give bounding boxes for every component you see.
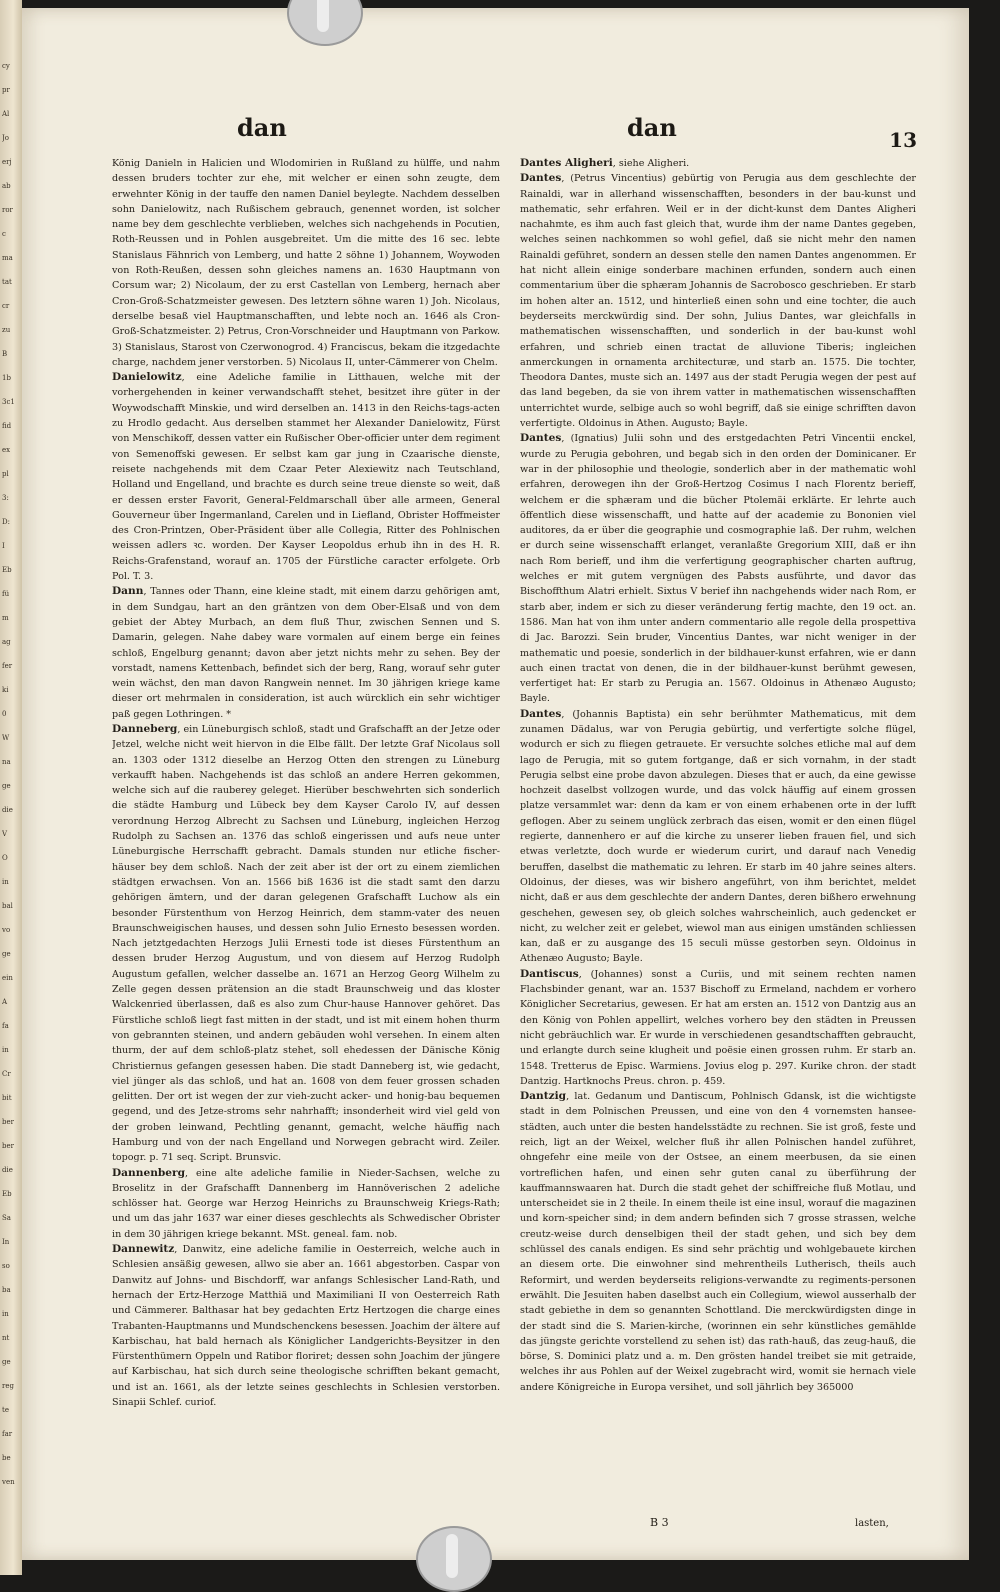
entry-text: , (Petrus Vincentius) gebürtig von Perugia aus dem geschlechte der Rainaldi, war in allerhand wissenschafften, besonders in der bau-kunst und mathematic, sehr erfahren. Weil er in der dicht-kunst dem Dantes Aligheri nachahmte, es ihm auch fast gleich that, wurde ihm der name Dantes gegeben, welches seinen nachkommen so wohl gefiel, daß sie nicht mehr den namen Rainaldi geführet, sondern an dessen stelle den namen Dantes angenommen. Er hat nicht allein einige sonderbare machinen erfunden, sondern auch einen commentarium über die sphæram Johannis de Sacrobosco geschrieben. Er starb im hohen alter an. 1512, und hinterließ einen sohn und eine tochter, die auch beyderseits merckwürdig sind. Der sohn, Julius Dantes, war gleichfalls in mathematischen wissenschafften, und sonderlich in der bau-kunst wohl erfahren, und schrieb einen tractat de alluvione Tiberis; ingleichen anmerckungen in ornamenta architecturæ, und starb an. 1575. Die tochter, Theodora Dantes, muste sich an. 1497 aus der stadt Perugia wegen der pest auf das land begeben, da sie von ihrem vatter in mathematischen wissenschafften unterrichtet wurde, selbige auch so wohl begriff, daß sie einige schrifften davon verfertigte. Oldoinus in Athen. Augusto; Bayle.: [520, 173, 916, 430]
adjacent-page-fragment: nt: [2, 1334, 10, 1342]
right-column: [520, 156, 916, 1551]
adjacent-page-fragment: ge: [2, 950, 11, 958]
adjacent-page-fragment: ber: [2, 1118, 14, 1126]
adjacent-page-fragment: cy: [2, 62, 10, 70]
adjacent-page-fragment: in: [2, 1310, 9, 1318]
entry-text: , siehe Aligheri.: [612, 158, 690, 169]
dictionary-entry: [520, 431, 916, 706]
adjacent-page-fragment: Eb: [2, 1190, 12, 1198]
entry-headword: Dantzig: [520, 1090, 567, 1103]
adjacent-page-fragment: Al: [2, 110, 10, 118]
adjacent-page-fragment: be: [2, 1454, 11, 1462]
adjacent-page-fragment: fü: [2, 590, 10, 598]
adjacent-page-fragment: ein: [2, 974, 13, 982]
adjacent-page-fragment: V: [2, 830, 8, 838]
adjacent-page-fragment: Jo: [2, 134, 10, 142]
entry-text: , ein Lüneburgisch schloß, stadt und Grafschafft an der Jetze oder Jetzel, welche nicht weit hiervon in die Elbe fällt. Der letzte Graf Nicolaus soll an. 1303 oder 1312 dieselbe an Herzog Otten den strengen zu Lüneburg verkaufft haben. Nachgehends ist das schloß an andere Herren gekommen, welche sich auf die rauberey geleget. Hierüber beschwehrten sich sonderlich die städte Hamburg und Lübeck bey dem Kayser Carolo IV, auf dessen verordnung Herzog Albrecht zu Sachsen und Lüneburg, ingleichen Herzog Rudolph zu Sachsen an. 1376 das schloß eingerissen und aufs neue unter Lüneburgische Herrschafft gebracht. Damals stunden nur etliche fischer-häuser bey dem schloß. Nach der zeit aber ist der ort zu einem ziemlichen städtgen erwachsen. Von an. 1566 biß 1636 ist die stadt samt den darzu gehörigen ämtern, und der daran gelegenen Grafschafft Luchow als ein besonder Fürstenthum von Herzog Heinrich, dem stamm-vater des neuen Braunschweigischen hauses, und dessen sohn Julio Ernesto besessen worden. Nach jetztgedachten Herzogs Julii Ernesti tode ist dieses Fürstenthum an dessen bruder Herzog Augustum, und von diesem auf Herzog Rudolph Augustum gefallen, welcher dasselbe an. 1671 an Herzog Georg Wilhelm zu Zelle gegen dessen prätension an die stadt Braunschweig und das kloster Walckenried überlassen, daß es also zum Chur-hause Hannover gehöret. Das Fürstliche schloß liegt fast mitten in der stadt, und ist mit einem hohen thurm von gebrannten steinen, und andern gebäuden wohl versehen. In einem alten thurm, der auf dem schloß-platz stehet, soll ehedessen der Dänische König Christiernus gefangen gesessen haben. Die stadt Danneberg ist, wie gedacht, viel jünger als das schloß, und hat an. 1608 von dem feuer grossen schaden gelitten. Der ort ist wegen der zur vieh-zucht acker- und honig-bau bequemen gegend, und des Jetze-stroms sehr nahrhafft; insonderheit wird viel geld von der groben leinwand, Pechtling genannt, gemacht, welche häuffig nach Hamburg und von der nach Engelland und Norwegen gebracht wird. Zeiler. topogr. p. 71 seq. Script. Brunsvic.: [112, 723, 500, 1164]
entry-headword: Dantes: [520, 707, 562, 720]
dictionary-entry: [520, 1089, 916, 1395]
adjacent-page-fragment: Eb: [2, 566, 12, 574]
entry-headword: Dantes: [520, 172, 562, 185]
dictionary-entry: [520, 707, 916, 967]
book-page: [22, 8, 969, 1560]
adjacent-page-fragment: ge: [2, 1358, 11, 1366]
adjacent-page-fragment: zu: [2, 326, 11, 334]
adjacent-page-fragment: ab: [2, 182, 11, 190]
adjacent-page-fragment: ki: [2, 686, 9, 694]
entry-text: König Danieln in Halicien und Wlodomirien in Rußland zu hülffe, und nahm dessen bruders tochter zur ehe, mit welcher er einen sohn zeugte, dem erwehnter König in der tauffe den namen Daniel beylegte. Nachdem desselben sohn Danielowitz, nach Rußischem gebrauch, genennet worden, ist solcher name bey dem geschlechte verblieben, welches sich nachgehends in Pocutien, Roth-Reussen und in Pohlen ausgebreitet. Um die mitte des 16 sec. lebte Stanislaus Fähnrich von Lemberg, und hatte 2 söhne 1) Johannem, Woywoden von Roth-Reußen, dessen sohn gleiches namens an. 1630 Hauptmann von Corsum war; 2) Nicolaum, der zu erst Castellan von Lemberg, hernach aber Cron-Groß-Schatzmeister gewesen. Des letztern söhne waren 1) Joh. Nicolaus, derselbe besaß viel Hauptmanschafften, und lebte noch an. 1646 als Cron-Groß-Schatzmeister. 2) Petrus, Cron-Vorschneider und Hauptmann von Parkow. 3) Stanislaus, Starost von Czerwonogrod. 4) Franciscus, bekam die itzgedachte charge, nachdem jener verstorben. 5) Nicolaus II, unter-Cämmerer von Chelm.: [112, 158, 500, 368]
dictionary-entry: [112, 1166, 500, 1242]
entry-headword: Dann: [112, 585, 144, 598]
adjacent-page-fragment: cr: [2, 302, 10, 310]
adjacent-page-fragment: tat: [2, 278, 12, 286]
dictionary-entry: [112, 156, 500, 370]
dictionary-entry: [520, 156, 916, 171]
adjacent-page-fragment: Cr: [2, 1070, 11, 1078]
adjacent-page-fragment: in: [2, 878, 9, 886]
entry-text: , eine Adeliche familie in Litthauen, welche mit der vorhergehenden in keiner verwandschafft stehet, besitzet ihre güter in der Woywodschafft Minskie, und wird derselben an. 1413 in den Reichs-tags-acten zu Hrodlo gedacht. Aus derselben stammet her Alexander Danielowitz, Fürst von Menschikoff, dessen vatter ein Rußischer Ober-officier unter dem regiment von Semenoffski gewesen. Er selbst kam gar jung in Czaarische dienste, reisete nachgehends mit dem Czaar Peter Alexiewitz nach Teutschland, Holland und Engelland, und brachte es durch seine treue dienste so weit, daß er dessen erster Favorit, General-Feldmarschall über alle armeen, General Gouverneur über Ingermanland, Carelen und in Liefland, Obrister Hoffmeister des Cron-Printzen, Ober-Präsident über alle Collegia, Ritter des Pohlnischen weissen adlers ꝛc. worden. Der Kayser Leopoldus erhub ihn in des H. R. Reichs-Grafenstand, worauf an. 1705 der Fürstliche caracter erfolgete. Orb Pol. T. 3.: [112, 372, 500, 583]
adjacent-page-fragment: ror: [2, 206, 13, 214]
adjacent-page-fragment: Sa: [2, 1214, 11, 1222]
adjacent-page-fragment: c: [2, 230, 6, 238]
adjacent-page-fragment: B: [2, 350, 8, 358]
entry-headword: Danneberg: [112, 722, 178, 735]
dictionary-entry: [112, 722, 500, 1166]
adjacent-page-fragment: ge: [2, 782, 11, 790]
adjacent-page-fragment: fer: [2, 662, 13, 670]
adjacent-page-fragment: D:: [2, 518, 10, 526]
adjacent-page-fragment: ven: [2, 1478, 15, 1486]
dictionary-entry: [112, 370, 500, 584]
adjacent-page-fragment: bit: [2, 1094, 12, 1102]
adjacent-page-fragment: In: [2, 1238, 10, 1246]
right-running-head: dan: [627, 113, 677, 142]
dictionary-entry: [112, 1242, 500, 1410]
dictionary-entry: [520, 967, 916, 1089]
adjacent-page-fragment: ag: [2, 638, 11, 646]
page-number: 13: [889, 128, 917, 152]
page-clip-top: [287, 0, 363, 46]
adjacent-page-fragment: 3c1: [2, 398, 15, 406]
adjacent-page-fragment: vo: [2, 926, 11, 934]
entry-headword: Danielowitz: [112, 371, 182, 384]
adjacent-page-fragment: te: [2, 1406, 9, 1414]
entry-headword: Dannewitz: [112, 1243, 175, 1256]
dictionary-entry: [112, 584, 500, 722]
entry-headword: Dantes: [520, 432, 562, 445]
entry-text: , eine alte adeliche familie in Nieder-Sachsen, welche zu Broselitz in der Grafschafft Dannenberg im Hannöverischen 2 adeliche schlösser hat. George war Herzog Heinrichs zu Braunschweig Kriegs-Rath; und um das jahr 1637 war einer dieses geschlechts als Schwedischer Obrister in dem 30 jährigen kriege bekannt. MSt. geneal. fam. nob.: [112, 1167, 500, 1240]
adjacent-page-fragment: pl: [2, 470, 9, 478]
adjacent-page-fragment: m: [2, 614, 9, 622]
entry-headword: Dantiscus: [520, 967, 579, 980]
adjacent-page-fragment: O: [2, 854, 8, 862]
entry-text: , Danwitz, eine adeliche familie in Oesterreich, welche auch in Schlesien ansäßig gewesen, allwo sie aber an. 1661 abgestorben. Caspar von Danwitz auf Johns- und Bischdorff, war anfangs Schlesischer Land-Rath, und hernach der Ertz-Herzoge Matthiä und Maximiliani II von Oesterreich Rath und Cämmerer. Balthasar hat bey gedachten Ertz Hertzogen die charge eines Trabanten-Hauptmanns und Mundschenckens besessen. Joachim der ältere auf Karbischau, hat bald hernach als Königlicher Landgerichts-Beysitzer in den Fürstenthümern Oppeln und Ratibor floriret; dessen sohn Joachim der jüngere auf Karbischau, hat sich durch seine theologische schrifften bekant gemacht, und ist an. 1661, als der letzte seines geschlechts in Schlesien verstorben. Sinapii Schlef. curiof.: [112, 1244, 500, 1409]
adjacent-page-fragment: far: [2, 1430, 13, 1438]
entry-text: , lat. Gedanum und Dantiscum, Pohlnisch Gdansk, ist die wichtigste stadt in dem Polnischen Preussen, und eine von den 4 vornemsten hansee-städten, auch unter die besten handelsstädte zu rechnen. Sie ist groß, feste und reich, ligt an der Weixel, welcher fluß ihr allen Polnischen handel zuführet, ohngefehr eine meile von der Ostsee, an einem meerbusen, da sie einen vortreflichen hafen, und einen sehr guten canal zu überführung der kauffmannswaaren hat. Durch die stadt gehet der schiffreiche fluß Motlau, und unterscheidet sie in 2 theile. In einem theile ist eine insul, worauf die magazinen und korn-speicher sind; in dem andern befinden sich 7 grosse strassen, welche creutz-weise durch denselbigen theil der stadt gehen, und sich bey dem schlüssel des canals endigen. Es sind sehr prächtig und wohlgebauete kirchen an diesem orte. Die einwohner sind mehrentheils Lutherisch, theils auch Reformirt, und werden beyderseits religions-verwandte zu regiments-personen erwählt. Die Jesuiten haben daselbst auch ein Collegium, wiewol ausserhalb der stadt gebiethe in dem so genannten Schottland. Die merckwürdigsten dinge in der stadt sind die S. Marien-kirche, (worinnen ein sehr künstliches gemählde das jüngste gerichte vorstellend zu sehen ist) das rath-hauß, das zeug-hauß, die börse, S. Dominici platz und a. m. Den grösten handel treibet sie mit getraide, welches ihr aus Pohlen auf der Weixel zugebracht wird, womit sie hernach viele andere Königreiche in Europa versihet, und soll jährlich bey 365000: [520, 1091, 916, 1393]
adjacent-page-fragment: erj: [2, 158, 12, 166]
adjacent-page-fragment: ex: [2, 446, 11, 454]
entry-headword: Dantes Aligheri: [520, 157, 613, 169]
adjacent-page-fragment: na: [2, 758, 11, 766]
entry-text: , (Johannes) sonst a Curiis, und mit seinem rechten namen Flachsbinder genant, war an. 1537 Bischoff zu Ermeland, nachdem er vorhero Königlicher Secretarius, gewesen. Er hat am ersten an. 1512 von Dantzig aus an den König von Pohlen appellirt, welches vorhero bey den städten in Preussen nicht gebräuchlich war. Er wurde in verschiedenen gesandtschafften gebraucht, und erlangte durch seine klugheit und poësie einen grossen ruhm. Er starb an. 1548. Tretterus de Episc. Warmiens. Jovius elog p. 297. Kurike chron. der stadt Dantzig. Hartknochs Preus. chron. p. 459.: [520, 968, 916, 1087]
adjacent-page-fragment: I: [2, 542, 5, 550]
entry-headword: Dannenberg: [112, 1166, 186, 1179]
entry-text: , Tannes oder Thann, eine kleine stadt, mit einem darzu gehörigen amt, in dem Sundgau, hart an den gräntzen von dem Ober-Elsaß und von dem gebiet der Abtey Murbach, an dem fluß Thur, zwischen Sennen und S. Damarin, gelegen. Nahe dabey ware vormalen auf einem berge ein feines schloß, Engelburg genannt; davon aber jetzt nichts mehr zu sehen. Bey der vorstadt, namens Kettenbach, befindet sich der berg, Rang, worauf sehr guter wein wächst, den man davon Rangwein nennet. Im 30 jährigen kriege kame dieser ort mehrmalen in consideration, ist auch würcklich ein sehr wichtiger paß gegen Lothringen. *: [112, 586, 500, 720]
entry-text: , (Johannis Baptista) ein sehr berühmter Mathematicus, mit dem zunamen Dädalus, war von Perugia gebürtig, und verfertigte solche flügel, wodurch er sich zu fliegen getrauete. Er versuchte solches etliche mal auf dem lago de Perugia, mit so gutem fortgange, daß er sich vornahm, in der stadt Perugia selbst eine probe davon abzulegen. Dieses that er auch, da eine gewisse hochzeit daselbst vollzogen wurde, und das volck häuffig auf einem grossen platze versammlet war: denn da kam er von einem erhabenen orte in der lufft geflogen. Aber zu seinem unglück zerbrach das eisen, womit er den einen flügel regierte, dannenhero er auf die kirche zu unserer lieben frauen fiel, und sich etwas verletzte, doch wurde er wiederum curirt, und darauf nach Venedig beruffen, daselbst die mathematic zu lehren. Er starb im 40 jahre seines alters. Oldoinus, der dieses, was wir bishero angeführt, von ihm berichtet, meldet nicht, daß er aus dem geschlechte der andern Dantes, deren bißhero erwehnung geschehen, gewesen sey, ob gleich solches wahrscheinlich, auch gedencket er nicht, zu welcher zeit er gelebet, wiewol man aus einigen umständen schliessen kan, daß er zu ausgange des 15 seculi müsse gestorben seyn. Oldoinus in Athenæo Augusto; Bayle.: [520, 708, 916, 965]
adjacent-page-fragment: W: [2, 734, 10, 742]
adjacent-page-fragment: pr: [2, 86, 10, 94]
adjacent-page-fragment: 0: [2, 710, 7, 718]
adjacent-page-fragment: ba: [2, 1286, 11, 1294]
adjacent-page-fragment: fa: [2, 1022, 9, 1030]
adjacent-page-fragment: 1b: [2, 374, 11, 382]
adjacent-page-fragment: reg: [2, 1382, 14, 1390]
adjacent-page-fragment: A: [2, 998, 8, 1006]
adjacent-page-fragment: bal: [2, 902, 13, 910]
adjacent-page-fragment: ber: [2, 1142, 14, 1150]
adjacent-page-fragment: die: [2, 806, 13, 814]
adjacent-page-fragment: 3:: [2, 494, 9, 502]
adjacent-page-fragment: die: [2, 1166, 13, 1174]
left-running-head: dan: [237, 113, 287, 142]
dictionary-entry: [520, 171, 916, 431]
entry-text: , (Ignatius) Julii sohn und des erstgedachten Petri Vincentii enckel, wurde zu Perugia gebohren, und begab sich in den orden der Dominicaner. Er war in der philosophie und theologie, sonderlich aber in der mathematic wohl erfahren, derowegen ihn der Groß-Hertzog Cosimus I nach Florentz berieff, welchem er die sphæram und die bücher Ptolemäi erklärte. Er lehrte auch öffentlich diese wissenschafft, und hatte auf der academie zu Bononien viel auditores, da er über die geographie und cosmographie laß. Der ruhm, welchen er durch seine wissenschafft erlanget, veranlaßte Gregorium XIII, daß er ihn nach Rom berieff, und ihm die verfertigung geographischer charten auftrug, welches er mit gutem vergnügen des Pabsts ausführte, und davor das Bischoffthum Alatri erhielt. Sixtus V berief ihn nachgehends wider nach Rom, er starb aber, indem er sich zu dieser veränderung fertig machte, den 19 oct. an. 1586. Man hat von ihm unter andern commentario alle regole della prospettiva di Jac. Barozzi. Sein bruder, Vincentius Dantes, war nicht weniger in der mathematic und poesie, sonderlich in der bildhauer-kunst erfahren, wie er dann auch einen tractat von denen, die in der bildhauer-kunst berühmt gewesen, verfertiget hat: Er starb zu Perugia an. 1567. Oldoinus in Athenæo Augusto; Bayle.: [520, 433, 916, 705]
left-column: [112, 156, 500, 1551]
adjacent-page-fragment: ma: [2, 254, 13, 262]
adjacent-page-fragment: so: [2, 1262, 10, 1270]
adjacent-page-fragment: in: [2, 1046, 9, 1054]
catchword: lasten,: [855, 1518, 889, 1529]
adjacent-page-edge: [0, 0, 22, 1575]
adjacent-page-fragment: fid: [2, 422, 12, 430]
signature-mark: B 3: [650, 1516, 669, 1529]
